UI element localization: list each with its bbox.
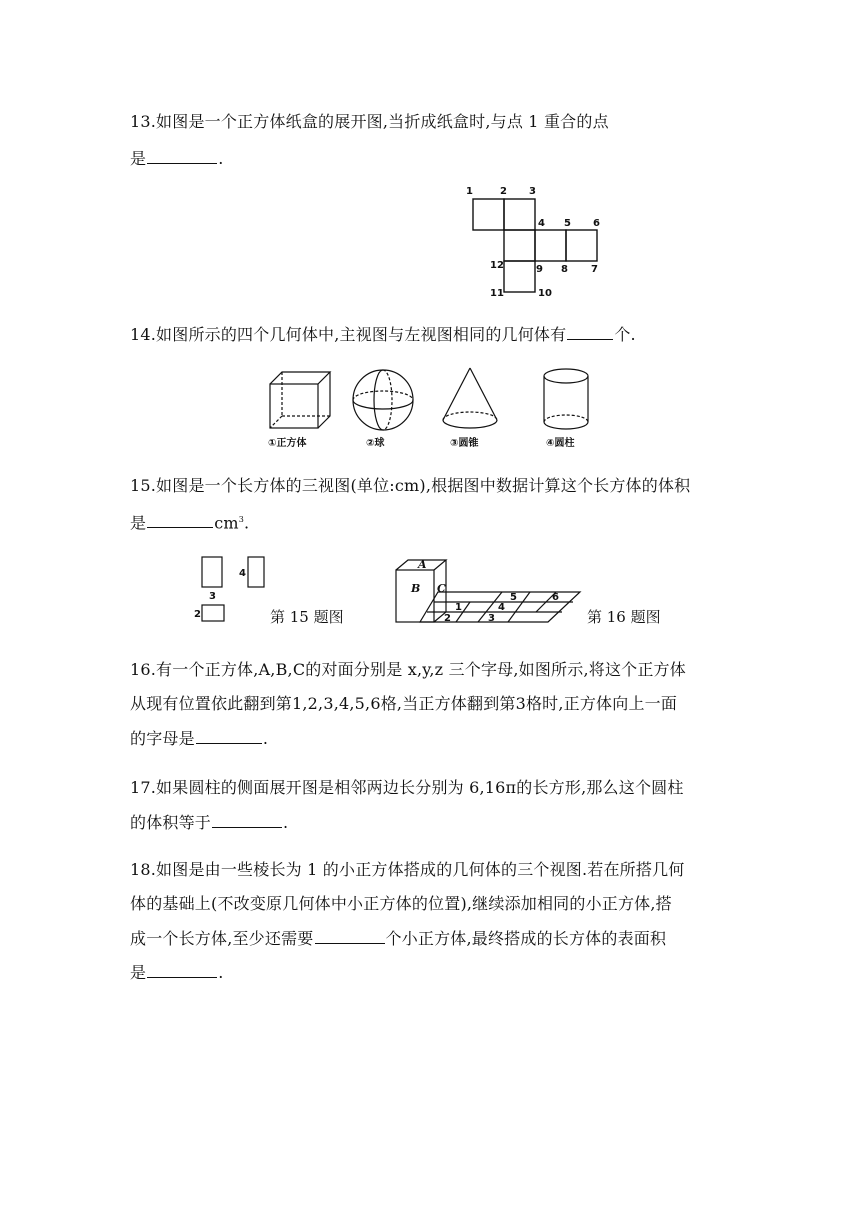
q15-line2-prefix: 是 <box>130 513 147 533</box>
q16-line3 <box>130 728 268 749</box>
q18-line4-suffix: . <box>218 963 224 982</box>
q16-line1: 16.有一个正方体,A,B,C的对面分别是 x,y,z 三个字母,如图所示,将这个正方体 <box>130 660 686 679</box>
q18-line1: 18.如图是由一些棱长为 1 的小正方体搭成的几何体的三个视图.若在所搭几何 <box>130 860 685 879</box>
q15-line1: 15.如图是一个长方体的三视图(单位:cm),根据图中数据计算这个长方体的体积 <box>130 476 691 495</box>
net-label: 1 <box>466 186 473 197</box>
q16-line3-suffix: . <box>262 729 269 748</box>
net-square <box>473 199 504 230</box>
q15-answer-blank[interactable] <box>147 512 213 528</box>
three-views-figure <box>190 555 270 627</box>
q13-line2-prefix: 是 <box>130 149 147 168</box>
q14-prefix: 14.如图所示的四个几何体中,主视图与左视图相同的几何体有 <box>130 325 567 344</box>
cube-face-label: C <box>437 582 446 595</box>
net-square <box>504 230 535 261</box>
q15-figure-caption: 第 15 题图 <box>270 608 344 626</box>
side-view-rect <box>248 557 264 587</box>
net-label: 4 <box>538 218 545 229</box>
net-label: 12 <box>490 260 504 271</box>
q18-line4-prefix: 是 <box>130 963 147 982</box>
view-label: 3 <box>209 591 216 602</box>
solid-label-cube: ①正方体 <box>268 438 307 449</box>
q17-line2-suffix: . <box>283 813 289 832</box>
q14-line <box>130 324 636 345</box>
q16-line2: 从现有位置依此翻到第1,2,3,4,5,6格,当正方体翻到第3格时,正方体向上一面 <box>130 694 678 713</box>
net-square <box>535 230 566 261</box>
net-label: 7 <box>591 264 598 275</box>
q17-answer-blank[interactable] <box>212 812 282 828</box>
net-label: 6 <box>593 218 600 229</box>
view-label: 2 <box>194 609 201 620</box>
view-label: 4 <box>239 568 246 579</box>
rolling-cube-figure <box>390 556 590 628</box>
cone-drawing <box>443 368 497 428</box>
cylinder-drawing <box>544 369 588 429</box>
net-label: 9 <box>536 264 543 275</box>
q14-suffix: 个. <box>614 325 636 344</box>
q16-figure-caption: 第 16 题图 <box>587 608 661 626</box>
net-label: 11 <box>490 288 504 299</box>
sphere-drawing <box>353 370 413 430</box>
net-label: 3 <box>529 186 536 197</box>
grid-cell-label: 1 <box>455 602 462 613</box>
q18-line2: 体的基础上(不改变原几何体中小正方体的位置),继续添加相同的小正方体,搭 <box>130 894 672 913</box>
net-label: 10 <box>538 288 552 299</box>
grid-cell-label: 2 <box>444 613 451 624</box>
solid-label-sphere: ②球 <box>366 438 385 449</box>
cube-drawing <box>270 372 330 428</box>
q13-line2 <box>130 148 224 169</box>
q17-line2 <box>130 812 288 833</box>
top-view-rect <box>202 605 224 621</box>
q15-unit: cm <box>214 513 239 533</box>
q18-line3-suffix: 个小正方体,最终搭成的长方体的表面积 <box>385 929 667 948</box>
net-square <box>504 199 535 230</box>
q15-line2 <box>130 510 249 533</box>
q18-count-blank[interactable] <box>315 928 385 944</box>
q16-line3-prefix: 的字母是 <box>130 729 195 748</box>
net-square <box>566 230 597 261</box>
q18-line3 <box>130 928 666 949</box>
cube-face-label: B <box>411 582 421 595</box>
front-view-rect <box>202 557 222 587</box>
q18-area-blank[interactable] <box>147 962 217 978</box>
net-label: 8 <box>561 264 568 275</box>
q18-line3-prefix: 成一个长方体,至少还需要 <box>130 929 314 948</box>
grid-cell-label: 6 <box>552 592 559 603</box>
cube-face-label: A <box>418 558 427 571</box>
four-solids-figure <box>262 364 602 454</box>
q14-answer-blank[interactable] <box>567 324 613 340</box>
q15-line2-suffix: . <box>244 513 250 533</box>
net-label: 5 <box>564 218 571 229</box>
q15-unit-exponent: 3 <box>238 515 245 524</box>
net-label: 2 <box>500 186 507 197</box>
q17-line2-prefix: 的体积等于 <box>130 813 212 832</box>
q18-line4 <box>130 962 224 983</box>
cube-net-figure <box>460 182 610 300</box>
q16-answer-blank[interactable] <box>196 728 262 744</box>
grid-cell-label: 5 <box>510 592 517 603</box>
grid-cell-label: 3 <box>488 613 495 624</box>
grid-cell-label: 4 <box>498 602 505 613</box>
q13-line1: 13.如图是一个正方体纸盒的展开图,当折成纸盒时,与点 1 重合的点 <box>130 112 609 131</box>
solid-label-cylinder: ④圆柱 <box>546 438 575 449</box>
net-square <box>504 261 535 292</box>
q13-answer-blank[interactable] <box>147 148 217 164</box>
q17-line1: 17.如果圆柱的侧面展开图是相邻两边长分别为 6,16π的长方形,那么这个圆柱 <box>130 778 684 797</box>
q13-line2-suffix: . <box>218 149 224 168</box>
solid-label-cone: ③圆锥 <box>450 438 479 449</box>
